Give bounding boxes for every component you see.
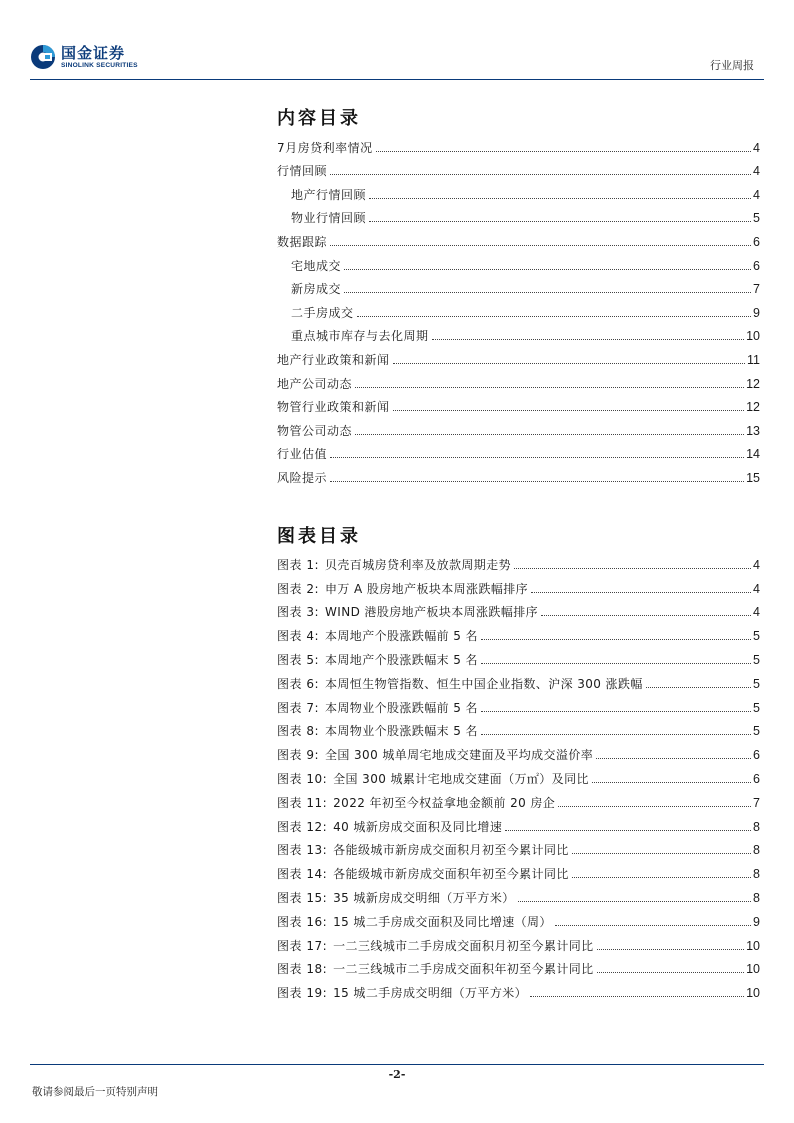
dot-leader: [376, 151, 751, 152]
dot-leader: [531, 592, 751, 593]
figure-entry-page: 10: [746, 986, 760, 1001]
dot-leader: [646, 687, 751, 688]
figure-entry-page: 4: [753, 557, 760, 572]
dot-leader: [514, 568, 751, 569]
figure-entry-label: WIND 港股房地产板块本周涨跌幅排序: [325, 605, 539, 620]
report-type-label: 行业周报: [710, 59, 754, 72]
figure-entry-page: 7: [753, 795, 760, 810]
figure-entry-label: 本周物业个股涨跌幅前 5 名: [325, 700, 478, 715]
toc-entry[interactable]: [277, 273, 760, 297]
toc-entry[interactable]: [277, 367, 760, 391]
figure-entry-label: 本周地产个股涨跌幅前 5 名: [325, 629, 478, 644]
figure-entry-number: 图表 15:: [277, 890, 328, 905]
figure-entry-number: 图表 2:: [277, 581, 319, 596]
dot-leader: [432, 339, 745, 340]
dot-leader: [481, 734, 751, 735]
figure-entry-number: 图表 6:: [277, 676, 319, 691]
figure-entry[interactable]: [277, 953, 760, 977]
toc-entry-page: 12: [746, 376, 760, 391]
toc-entry-page: 5: [753, 211, 760, 226]
figure-entry-page: 8: [753, 867, 760, 882]
figure-entry-page: 8: [753, 843, 760, 858]
figures-list: [277, 548, 760, 1000]
figure-entry-number: 图表 4:: [277, 629, 319, 644]
figure-entry[interactable]: [277, 929, 760, 953]
toc-entry-label: 新房成交: [291, 282, 342, 297]
toc-entry-page: 7: [753, 282, 760, 297]
dot-leader: [355, 434, 744, 435]
dot-leader: [555, 925, 751, 926]
toc-entry-label: 二手房成交: [291, 305, 354, 320]
toc-entry[interactable]: [277, 414, 760, 438]
contents-list: [277, 131, 760, 485]
toc-entry-page: 15: [746, 470, 760, 485]
figure-entry-label: 40 城新房成交面积及同比增速: [333, 819, 503, 834]
figure-entry-number: 图表 13:: [277, 843, 328, 858]
company-name-cn: 国金证券: [61, 43, 126, 62]
toc-entry-label: 行情回顾: [277, 164, 328, 179]
figure-entry-page: 5: [753, 652, 760, 667]
toc-entry-label: 物管行业政策和新闻: [277, 400, 390, 415]
figure-entry-number: 图表 9:: [277, 748, 319, 763]
page-number: -2-: [388, 1068, 406, 1081]
dot-leader: [369, 221, 751, 222]
toc-entry[interactable]: [277, 320, 760, 344]
toc-entry-label: 物管公司动态: [277, 423, 353, 438]
toc-entry[interactable]: [277, 391, 760, 415]
figure-entry-label: 各能级城市新房成交面积月初至今累计同比: [333, 843, 569, 858]
figure-entry-label: 全国 300 城累计宅地成交建面（万㎡）及同比: [333, 771, 589, 786]
toc-entry[interactable]: [277, 202, 760, 226]
figure-entry-page: 5: [753, 629, 760, 644]
figures-title: 图表目录: [277, 526, 361, 547]
figure-entry-number: 图表 14:: [277, 867, 328, 882]
figure-entry-label: 本周地产个股涨跌幅末 5 名: [325, 652, 478, 667]
figure-entry[interactable]: [277, 715, 760, 739]
toc-entry[interactable]: [277, 296, 760, 320]
figure-entry[interactable]: [277, 596, 760, 620]
toc-entry[interactable]: [277, 249, 760, 273]
figure-entry-label: 本周物业个股涨跌幅末 5 名: [325, 724, 478, 739]
figure-entry-number: 图表 11:: [277, 795, 328, 810]
dot-leader: [572, 853, 751, 854]
figure-entry-label: 贝壳百城房贷利率及放款周期走势: [325, 557, 512, 572]
figure-entry-number: 图表 12:: [277, 819, 328, 834]
toc-entry-page: 12: [746, 400, 760, 415]
figure-entry[interactable]: [277, 643, 760, 667]
figure-entry-label: 2022 年初至今权益拿地金额前 20 房企: [333, 795, 556, 810]
figure-entry-page: 5: [753, 724, 760, 739]
figure-entry-number: 图表 8:: [277, 724, 319, 739]
figure-entry-number: 图表 3:: [277, 605, 319, 620]
figure-entry[interactable]: [277, 834, 760, 858]
dot-leader: [330, 457, 744, 458]
toc-entry[interactable]: [277, 131, 760, 155]
header-divider: [30, 79, 764, 80]
figure-entry-page: 9: [753, 914, 760, 929]
figure-entry-label: 各能级城市新房成交面积年初至今累计同比: [333, 867, 569, 882]
figure-entry-label: 15 城二手房成交面积及同比增速（周）: [333, 914, 552, 929]
contents-title: 内容目录: [277, 108, 361, 129]
dot-leader: [597, 949, 745, 950]
dot-leader: [369, 198, 751, 199]
figure-entry[interactable]: [277, 548, 760, 572]
figure-entry-page: 8: [753, 819, 760, 834]
dot-leader: [572, 877, 751, 878]
figure-entry-label: 申万 A 股房地产板块本周涨跌幅排序: [325, 581, 529, 596]
figure-entry-page: 5: [753, 700, 760, 715]
dot-leader: [481, 663, 751, 664]
dot-leader: [596, 758, 751, 759]
figure-entry-page: 6: [753, 771, 760, 786]
figure-entry[interactable]: [277, 572, 760, 596]
toc-entry[interactable]: [277, 438, 760, 462]
figure-entry-page: 6: [753, 748, 760, 763]
toc-entry-label: 风险提示: [277, 470, 328, 485]
figure-entry-number: 图表 19:: [277, 986, 328, 1001]
figure-entry[interactable]: [277, 857, 760, 881]
dot-leader: [530, 996, 744, 997]
dot-leader: [330, 481, 744, 482]
toc-entry-label: 行业估值: [277, 447, 328, 462]
toc-entry-label: 物业行情回顾: [291, 211, 367, 226]
figure-entry-label: 15 城二手房成交明细（万平方米）: [333, 986, 528, 1001]
figure-entry-label: 全国 300 城单周宅地成交建面及平均成交溢价率: [325, 748, 594, 763]
toc-entry-page: 4: [753, 187, 760, 202]
toc-entry-page: 6: [753, 258, 760, 273]
figure-entry[interactable]: [277, 619, 760, 643]
toc-entry-page: 13: [746, 423, 760, 438]
dot-leader: [505, 830, 751, 831]
figure-entry-page: 10: [746, 962, 760, 977]
figure-entry-number: 图表 16:: [277, 914, 328, 929]
figure-entry-number: 图表 10:: [277, 771, 328, 786]
figure-entry-page: 4: [753, 581, 760, 596]
toc-entry-page: 4: [753, 164, 760, 179]
toc-entry-page: 4: [753, 140, 760, 155]
dot-leader: [344, 292, 751, 293]
dot-leader: [481, 711, 751, 712]
toc-entry-page: 14: [746, 447, 760, 462]
figure-entry[interactable]: [277, 976, 760, 1000]
dot-leader: [355, 387, 744, 388]
toc-entry[interactable]: [277, 178, 760, 202]
toc-entry-page: 9: [753, 305, 760, 320]
figure-entry[interactable]: [277, 786, 760, 810]
figure-entry-number: 图表 5:: [277, 652, 319, 667]
figure-entry-label: 一二三线城市二手房成交面积月初至今累计同比: [333, 938, 594, 953]
company-logo: [30, 44, 138, 70]
toc-entry-page: 11: [747, 352, 760, 367]
figure-entry-number: 图表 18:: [277, 962, 328, 977]
figure-entry-number: 图表 7:: [277, 700, 319, 715]
disclaimer-text: 敬请参阅最后一页特别声明: [32, 1086, 158, 1098]
figure-entry[interactable]: [277, 881, 760, 905]
figure-entry[interactable]: [277, 738, 760, 762]
figure-entry[interactable]: [277, 691, 760, 715]
figure-entry[interactable]: [277, 905, 760, 929]
figure-entry-label: 35 城新房成交明细（万平方米）: [333, 890, 515, 905]
toc-entry[interactable]: [277, 225, 760, 249]
figure-entry[interactable]: [277, 810, 760, 834]
toc-entry[interactable]: [277, 155, 760, 179]
toc-entry-label: 宅地成交: [291, 258, 342, 273]
figure-entry[interactable]: [277, 667, 760, 691]
toc-entry-page: 10: [746, 329, 760, 344]
toc-entry[interactable]: [277, 461, 760, 485]
figure-entry-page: 5: [753, 676, 760, 691]
figure-entry-label: 本周恒生物管指数、恒生中国企业指数、沪深 300 涨跌幅: [325, 676, 643, 691]
footer-divider: [30, 1064, 764, 1065]
dot-leader: [597, 972, 745, 973]
dot-leader: [541, 615, 751, 616]
company-name-en: SINOLINK SECURITIES: [61, 61, 138, 69]
toc-entry[interactable]: [277, 343, 760, 367]
dot-leader: [393, 410, 745, 411]
toc-entry-label: 地产行情回顾: [291, 187, 367, 202]
dot-leader: [393, 363, 746, 364]
figure-entry-page: 4: [753, 605, 760, 620]
dot-leader: [481, 639, 751, 640]
dot-leader: [330, 245, 751, 246]
dot-leader: [558, 806, 751, 807]
figure-entry[interactable]: [277, 762, 760, 786]
figure-entry-number: 图表 1:: [277, 557, 319, 572]
page-header: [30, 44, 764, 77]
dot-leader: [357, 316, 752, 317]
toc-entry-label: 重点城市库存与去化周期: [291, 329, 429, 344]
toc-entry-label: 地产行业政策和新闻: [277, 352, 390, 367]
toc-entry-page: 6: [753, 234, 760, 249]
dot-leader: [592, 782, 751, 783]
figure-entry-number: 图表 17:: [277, 938, 328, 953]
figure-entry-label: 一二三线城市二手房成交面积年初至今累计同比: [333, 962, 594, 977]
figure-entry-page: 10: [746, 938, 760, 953]
sinolink-logo-icon: [30, 44, 56, 70]
dot-leader: [344, 269, 751, 270]
dot-leader: [518, 901, 751, 902]
dot-leader: [330, 174, 751, 175]
figure-entry-page: 8: [753, 890, 760, 905]
toc-entry-label: 数据跟踪: [277, 234, 328, 249]
toc-entry-label: 7月房贷利率情况: [277, 140, 373, 155]
toc-entry-label: 地产公司动态: [277, 376, 353, 391]
